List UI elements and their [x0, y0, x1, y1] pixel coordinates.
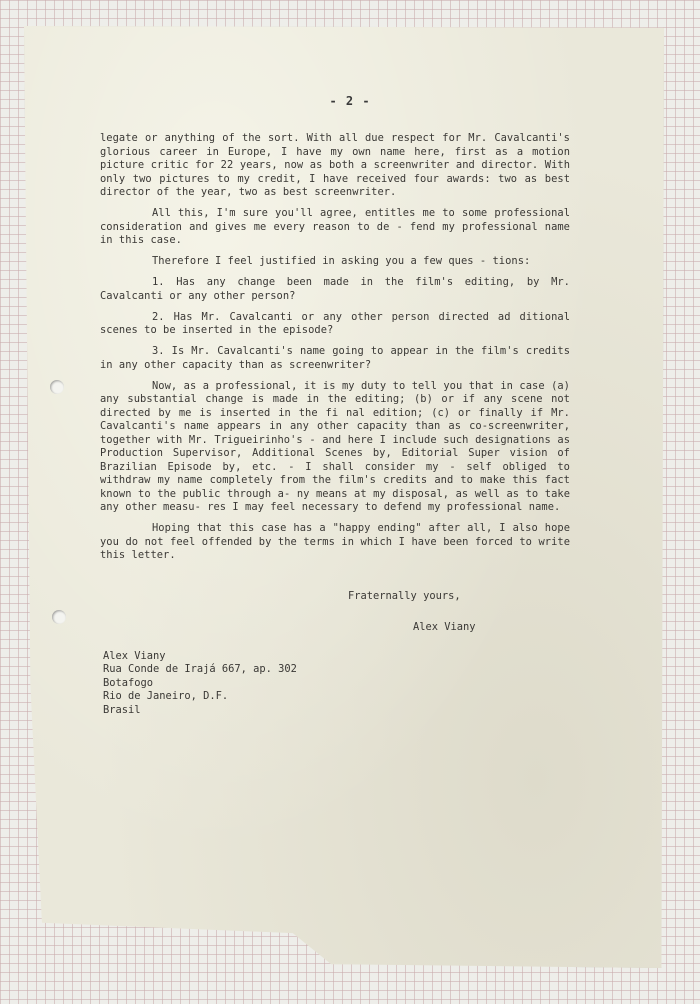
address-line: Brasil — [103, 703, 141, 716]
valediction: Fraternally yours, — [348, 590, 461, 602]
paragraph-1: legate or anything of the sort. With all due respect for Mr. Cavalcanti's glorious career in Europe, I have my own name here, first as a motion picture critic for 22 years, now as both a screenwriter and director. With only two pictures to my credit, I have received four awards: two as best director of the year, two as best screenwriter. — [100, 132, 570, 198]
address-line: Alex Viany — [103, 650, 166, 662]
address-line: Rua Conde de Irajá 667, ap. 302 — [103, 663, 297, 676]
punch-hole-top — [50, 380, 64, 394]
paragraph-closing: Hoping that this case has a "happy ending" after all, I also hope you do not feel offended by the terms in which I have been forced to write this letter. — [100, 522, 570, 561]
paragraph-conditions: Now, as a professional, it is my duty to tell you that in case (a) any substantial change is made in the editing; (b) or if any scene not directed by me is inserted in the fi nal edition; (c) or finally if Mr. Cavalcanti's name appears in any other capacity than as co-screenwriter, together with Mr. Trigueirinho's - and here I include such designations as Production Supervisor, Additional Scenes by, Editorial Super vision of Brazilian Episode by, etc. - I shall consider my - self obliged to withdraw my name completely from the film's credits and to make this fact known to the public through a- ny means at my disposal, as well as to take any other measu- res I may feel necessary to defend my professional name. — [100, 379, 570, 513]
question-2: 2. Has Mr. Cavalcanti or any other person directed ad ditional scenes to be inserted in the episode? — [100, 310, 570, 336]
letter-body — [100, 132, 570, 570]
signature-name: Alex Viany — [413, 621, 476, 633]
question-3: 3. Is Mr. Cavalcanti's name going to appear in the film's credits in any other capacity than as screenwriter? — [100, 345, 570, 371]
paragraph-3: Therefore I feel justified in asking you a few ques - tions: — [152, 255, 531, 267]
question-1: 1. Has any change been made in the film's editing, by Mr. Cavalcanti or any other person? — [100, 276, 570, 302]
address-line: Botafogo — [103, 676, 154, 689]
punch-hole-bottom — [52, 610, 66, 624]
address-line: Rio de Janeiro, D.F. — [103, 690, 229, 703]
sender-address — [103, 650, 297, 717]
page-number: - 2 - — [329, 94, 371, 108]
paragraph-2: All this, I'm sure you'll agree, entitles me to some professional consideration and gives me every reason to de - fend my professional name in this case. — [100, 207, 570, 246]
